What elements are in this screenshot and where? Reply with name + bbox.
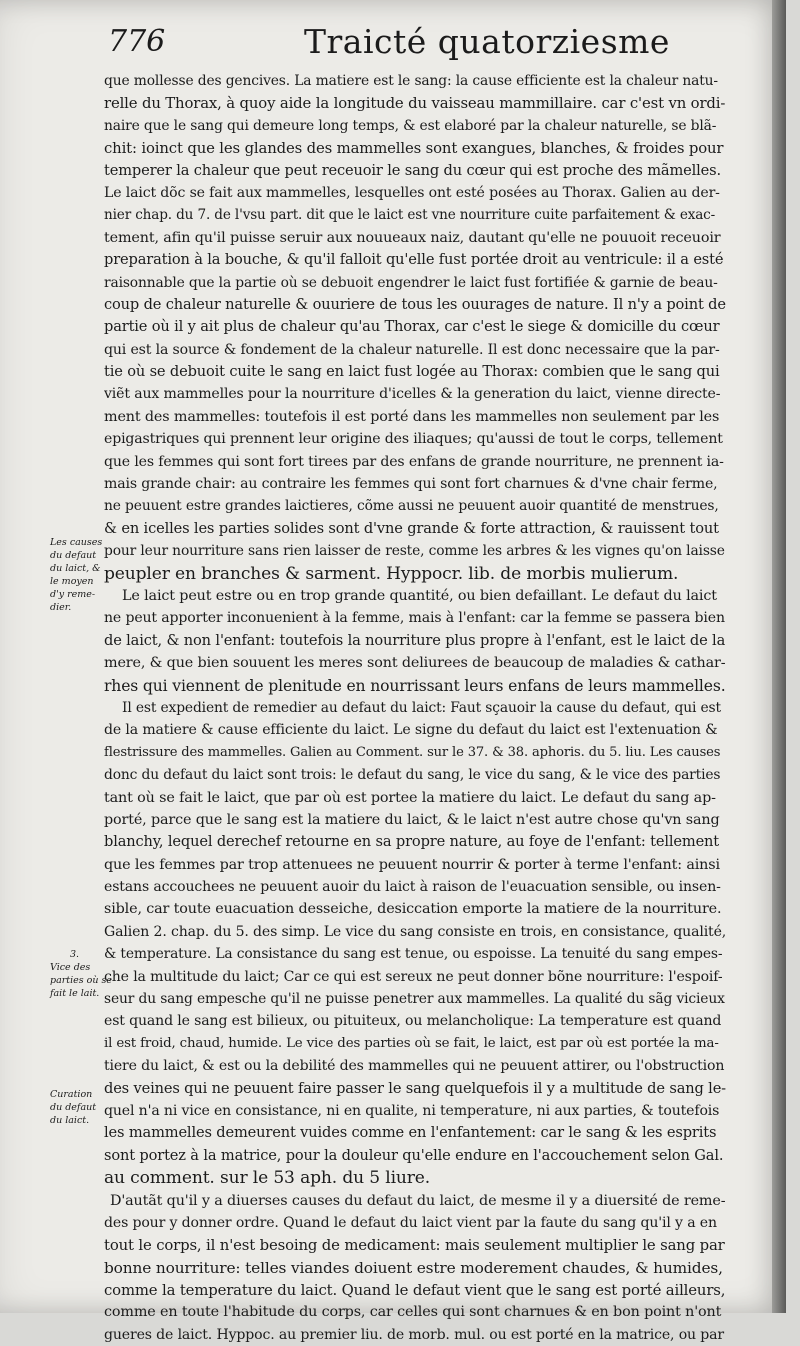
- text-line: tie où se debuoit cuite le sang en laict fust logée au Thorax: combien que le sang qui: [104, 363, 720, 381]
- margin-note-line: d'y reme-: [50, 589, 96, 600]
- margin-note-line: fait le lait.: [50, 988, 100, 999]
- text-line: relle du Thorax, à quoy aide la longitude du vaisseau mammillaire. car c'est vn ordi-: [104, 94, 726, 113]
- margin-note-line: du defaut: [50, 550, 97, 561]
- page-header: [104, 22, 724, 66]
- margin-note-line: Curation: [50, 1089, 93, 1100]
- text-line: que les femmes par trop attenuees ne peuuent nourrir & porter à terme l'enfant: ainsi: [104, 856, 720, 873]
- text-line: estans accouchees ne peuuent auoir du laict à raison de l'euacuation sensible, ou insen-: [104, 879, 721, 896]
- text-line: sible, car toute euacuation desseiche, desiccation emporte la matiere de la nourriture.: [104, 901, 722, 918]
- text-line: pour leur nourriture sans rien laisser de reste, comme les arbres & les vignes qu'on laisse: [104, 543, 725, 560]
- text-line: des pour y donner ordre. Quand le defaut du laict vient par la faute du sang qu'il y a en: [104, 1214, 717, 1231]
- margin-note-line: 3.: [70, 949, 80, 960]
- text-line: tout le corps, il n'est besoing de medicament: mais seulement multiplier le sang par: [104, 1236, 725, 1255]
- text-line: Le laict peut estre ou en trop grande quantité, ou bien defaillant. Le defaut du laict: [122, 587, 717, 604]
- text-line: gueres de laict. Hyppoc. au premier liu. de morb. mul. ou est porté en la matrice, ou par: [104, 1326, 725, 1343]
- text-line: des veines qui ne peuuent faire passer le sang quelquefois il y a multitude de sang le-: [104, 1079, 726, 1097]
- text-line: quel n'a ni vice en consistance, ni en qualite, ni temperature, ni aux parties, & toutefois: [104, 1102, 720, 1119]
- margin-note-line: dier.: [50, 602, 72, 613]
- text-line: que les femmes qui sont fort tirees par des enfans de grande nourriture, ne prennent ia-: [104, 453, 724, 470]
- margin-note-line: du laict, &: [50, 563, 101, 574]
- margin-note-line: du defaut: [50, 1102, 97, 1113]
- text-line: bonne nourriture: telles viandes doiuent estre moderement chaudes, & humides,: [104, 1258, 723, 1277]
- text-line: sont portez à la matrice, pour la douleur qu'elle endure en l'accouchement selon Gal.: [104, 1146, 724, 1164]
- text-line: naire que le sang qui demeure long temps, & est elaboré par la chaleur naturelle, se blã-: [104, 117, 717, 134]
- text-line: preparation à la bouche, & qu'il falloit qu'elle fust portée droit au ventricule: il a esté: [104, 251, 724, 269]
- text-line: temperer la chaleur que peut receuoir le sang du cœur qui est proche des mãmelles.: [104, 161, 721, 179]
- margin-note-vice: [50, 948, 113, 1000]
- page-gutter-shadow: [772, 0, 786, 1313]
- text-line: que mollesse des gencives. La matiere est le sang: la cause efficiente est la chaleur natu-: [104, 73, 718, 89]
- text-line: de la matiere & cause efficiente du laict. Le signe du defaut du laict est l'extenuation &: [104, 722, 718, 739]
- text-line: ment des mammelles: toutefois il est porté dans les mammelles non seulement par les: [104, 408, 720, 425]
- text-line: comme en toute l'habitude du corps, car celles qui sont charnues & en bon point n'ont: [104, 1304, 722, 1321]
- text-line: raisonnable que la partie où se debuoit engendrer le laict fust fortifiée & garnie de beau-: [104, 274, 718, 291]
- text-line: flestrissure des mammelles. Galien au Comment. sur le 37. & 38. aphoris. du 5. liu. Les causes: [104, 744, 721, 760]
- text-line: comme la temperature du laict. Quand le defaut vient que le sang est porté ailleurs,: [104, 1281, 726, 1300]
- text-line: Le laict dõc se fait aux mammelles, lesquelles ont esté posées au Thorax. Galien au der-: [104, 184, 720, 201]
- text-line: epigastriques qui prennent leur origine des iliaques; qu'aussi de tout le corps, tellement: [104, 431, 723, 448]
- text-line: partie où il y ait plus de chaleur qu'au Thorax, car c'est le siege & domicille du cœur: [104, 318, 720, 336]
- text-line: D'autãt qu'il y a diuerses causes du defaut du laict, de mesme il y a diuersité de reme-: [110, 1192, 726, 1209]
- text-line: & en icelles les parties solides sont d'vne grande & forte attraction, & rauissent tout: [104, 519, 719, 537]
- text-line: au comment. sur le 53 aph. du 5 liure.: [104, 1168, 431, 1189]
- text-line: Galien 2. chap. du 5. des simp. Le vice du sang consiste en trois, en consistance, qualité,: [104, 923, 726, 940]
- text-line: donc du defaut du laict sont trois: le defaut du sang, le vice du sang, & le vice des parties: [104, 767, 721, 784]
- page-number: 776: [108, 24, 166, 59]
- running-title: Traicté quatorziesme: [304, 22, 670, 61]
- margin-note-line: du laict.: [50, 1115, 90, 1126]
- margin-note-line: parties où se: [50, 975, 113, 986]
- text-line: les mammelles demeurent vuides comme en l'enfantement: car le sang & les esprits: [104, 1124, 717, 1142]
- text-line: de laict, & non l'enfant: toutefois la nourriture plus propre à l'enfant, est le laict de la: [104, 631, 726, 649]
- text-line: Il est expedient de remedier au defaut du laict: Faut sçauoir la cause du defaut, qui est: [122, 699, 721, 716]
- margin-note-line: Les causes: [50, 537, 103, 548]
- margin-note-line: le moyen: [50, 576, 94, 587]
- margin-note-curation: [50, 1088, 106, 1127]
- text-line: viẽt aux mammelles pour la nourriture d'icelles & la generation du laict, vienne directe-: [104, 386, 721, 403]
- text-line: peupler en branches & sarment. Hyppocr. lib. de morbis mulierum.: [104, 563, 679, 584]
- text-line: tement, afin qu'il puisse seruir aux nouueaux naiz, dautant qu'elle ne pouuoit receuoir: [104, 229, 721, 246]
- text-line: il est froid, chaud, humide. Le vice des parties où se fait, le laict, est par où est portée la ma-: [104, 1035, 719, 1051]
- text-line: mere, & que bien souuent les meres sont deliurees de beaucoup de maladies & cathar-: [104, 655, 726, 672]
- text-line: ne peuuent estre grandes laictieres, cõme aussi ne peuuent auoir quantité de menstrues,: [104, 498, 719, 515]
- margin-note-causes: [50, 536, 106, 614]
- text-line: mais grande chair: au contraire les femmes qui sont fort charnues & d'vne chair ferme,: [104, 476, 718, 493]
- body-text: [104, 70, 726, 1346]
- margin-note-line: Vice des: [50, 962, 91, 973]
- text-line: seur du sang empesche qu'il ne puisse penetrer aux mammelles. La qualité du sãg vicieux: [104, 991, 725, 1008]
- text-line: porté, parce que le sang est la matiere du laict, & le laict n'est autre chose qu'vn sang: [104, 811, 720, 828]
- text-line: tant où se fait le laict, que par où est portee la matiere du laict. Le defaut du sang ap-: [104, 789, 716, 806]
- text-line: chit: ioinct que les glandes des mammelles sont exangues, blanches, & froides pour: [104, 139, 724, 158]
- text-line: coup de chaleur naturelle & ouuriere de tous les ouurages de nature. Il n'y a point de: [104, 295, 726, 313]
- text-line: blanchy, lequel derechef retourne en sa propre nature, au foye de l'enfant: tellement: [104, 833, 720, 851]
- text-line: qui est la source & fondement de la chaleur naturelle. Il est donc necessaire que la par-: [104, 341, 720, 358]
- text-line: & temperature. La consistance du sang est tenue, ou espoisse. La tenuité du sang empes-: [104, 946, 723, 963]
- text-line: ne peut apporter inconuenient à la femme, mais à l'enfant: car la femme se passera bien: [104, 610, 725, 627]
- text-line: nier chap. du 7. de l'vsu part. dit que le laict est vne nourriture cuite parfaitement & exac-: [104, 207, 716, 224]
- text-line: est quand le sang est bilieux, ou pituiteux, ou melancholique: La temperature est quand: [104, 1013, 722, 1030]
- text-line: che la multitude du laict; Car ce qui est sereux ne peut donner bõne nourriture: l'espoif-: [104, 968, 723, 985]
- text-line: tiere du laict, & est ou la debilité des mammelles qui ne peuuent attirer, ou l'obstruction: [104, 1058, 725, 1075]
- text-line: rhes qui viennent de plenitude en nourrissant leurs enfans de leurs mammelles.: [104, 676, 726, 695]
